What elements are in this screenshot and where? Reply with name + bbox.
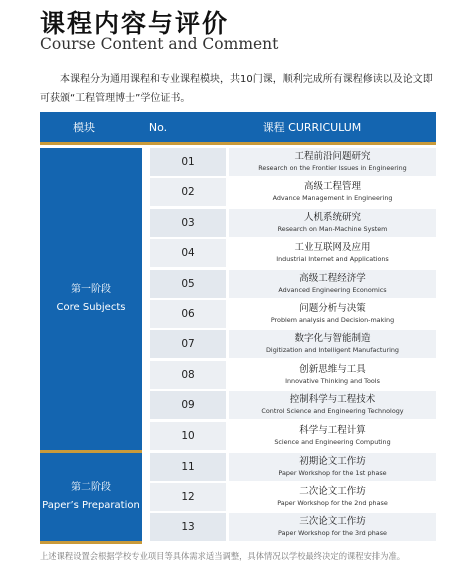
course-name-en: Digitization and Intelligent Manufacturing [266,346,399,355]
course-cell [229,391,436,419]
curriculum-table [40,112,436,544]
course-name-en: Research on Man-Machine System [277,224,388,233]
table-body [40,148,436,541]
course-name-cn: 数字化与智能制造 [294,333,371,345]
course-name-cn: 问题分析与决策 [299,302,366,314]
course-number: 01 [150,148,226,176]
table-row [150,361,436,389]
course-number: 05 [150,270,226,298]
course-name-cn: 创新思维与工具 [299,363,366,375]
course-name-en: Paper Workshop for the 2nd phase [277,498,388,507]
course-number: 06 [150,300,226,328]
course-name-en: Control Science and Engineering Technology [261,407,404,416]
stage-group [40,148,436,450]
course-cell [229,148,436,176]
course-cell [229,300,436,328]
header-divider [40,142,436,145]
course-number: 08 [150,361,226,389]
course-name-cn: 初期论文工作坊 [299,455,366,467]
table-row [150,453,436,481]
course-cell [229,422,436,450]
course-name-en: Advance Management in Engineering [272,194,393,203]
table-row [150,178,436,206]
course-cell [229,483,436,511]
course-cell [229,178,436,206]
course-cell [229,453,436,481]
course-number: 07 [150,330,226,358]
table-row [150,148,436,176]
footnote: 上述课程设置会根据学校专业项目等具体需求适当调整，具体情况以学校最终决定的课程安排为准。 [40,551,406,561]
course-cell [229,270,436,298]
course-name-cn: 高级工程管理 [303,181,361,193]
course-name-en: Research on the Frontier Issues in Engineering [258,164,407,172]
course-name-en: Problem analysis and Decision-making [270,315,395,324]
course-name-cn: 工业互联网及应用 [294,242,371,254]
table-row [150,330,436,358]
stage-label [40,453,142,542]
course-name-cn: 控制科学与工程技术 [289,394,376,406]
course-name-en: Paper Workshop for the 3rd phase [278,529,387,538]
course-cell [229,209,436,237]
course-name-en: Science and Engineering Computing [274,437,391,446]
header-number: No. [148,120,168,134]
header-module: 模块 [73,121,95,134]
course-number: 10 [150,422,226,450]
table-row [150,422,436,450]
course-number: 03 [150,209,226,237]
course-name-en: Industrial Internet and Applications [276,255,389,264]
course-number: 13 [150,513,226,541]
intro-paragraph: 本课程分为通用课程和专业课程模块，共10门课，顺利完成所有课程修读以及论文即可获颁“工程管理博士”学位证书。 [40,74,433,104]
table-row [150,239,436,267]
table-row [150,209,436,237]
stage-en: Paper’s Preparation [42,499,140,511]
table-row [150,270,436,298]
stage-group [40,453,436,542]
course-name-cn: 二次论文工作坊 [299,485,366,497]
course-name-cn: 科学与工程计算 [299,424,366,436]
stage-en: Core Subjects [56,301,126,313]
table-row [150,483,436,511]
course-cell [229,513,436,541]
table-row [150,391,436,419]
stage-label [40,148,142,450]
stage-divider [40,541,142,544]
course-cell [229,330,436,358]
course-name-en: Paper Workshop for the 1st phase [278,468,387,477]
course-name-cn: 工程前沿问题研究 [294,151,371,162]
page-subtitle: Course Content and Comment [40,35,279,53]
course-name-cn: 三次论文工作坊 [299,516,366,528]
course-name-en: Innovative Thinking and Tools [285,376,380,385]
table-row [150,513,436,541]
course-cell [229,361,436,389]
header-curriculum: 课程 CURRICULUM [262,121,362,134]
course-cell [229,239,436,267]
stage-cn: 第一阶段 [71,283,111,295]
course-number: 09 [150,391,226,419]
course-number: 02 [150,178,226,206]
table-header [40,112,436,142]
table-row [150,300,436,328]
course-name-cn: 人机系统研究 [303,211,361,223]
stage-cn: 第二阶段 [71,481,111,493]
course-number: 11 [150,453,226,481]
course-name-en: Advanced Engineering Economics [278,285,387,294]
page-title: 课程内容与评价 [40,9,230,38]
course-name-cn: 高级工程经济学 [299,272,366,284]
course-number: 12 [150,483,226,511]
course-number: 04 [150,239,226,267]
